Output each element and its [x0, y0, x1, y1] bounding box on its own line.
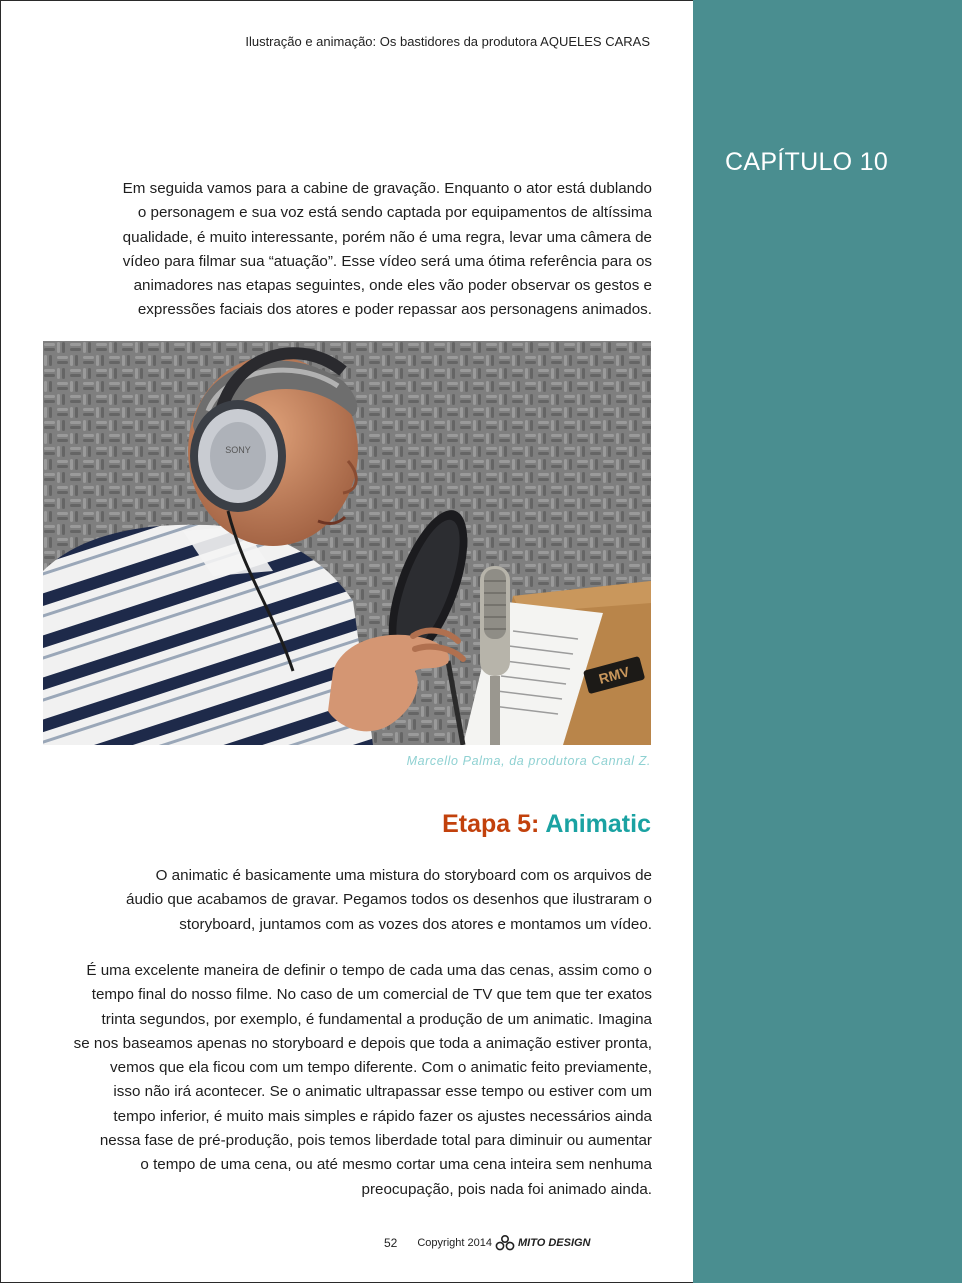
- section-heading: [442, 810, 651, 839]
- paragraph-line: expressões faciais dos atores e poder repassar aos personagens animados.: [137, 301, 652, 319]
- chapter-sidebar: [693, 0, 962, 1283]
- paragraph-line: áudio que acabamos de gravar. Pegamos todos os desenhos que ilustraram o: [126, 891, 652, 909]
- copyright-text: Copyright 2014: [417, 1237, 492, 1249]
- running-header: Ilustração e animação: Os bastidores da produtora AQUELES CARAS: [245, 34, 650, 49]
- recording-booth-photo: [43, 341, 651, 745]
- svg-text:RMV: RMV: [597, 663, 632, 687]
- paragraph-line: tempo final do nosso filme. No caso de um comercial de TV que tem que ter exatos: [91, 986, 652, 1004]
- animatic-paragraph-2: [60, 959, 652, 1202]
- mito-design-logo-icon: [494, 1235, 516, 1251]
- chapter-title: CAPÍTULO 10: [725, 148, 889, 176]
- section-step-label: Etapa 5:: [442, 810, 540, 838]
- brand-name: MITO DESIGN: [517, 1237, 591, 1249]
- paragraph-line: isso não irá acontecer. Se o animatic ultrapassar esse tempo ou estiver com um: [113, 1083, 652, 1101]
- paragraph-line: nessa fase de pré-produção, pois temos liberdade total para diminuir ou aumentar: [99, 1132, 652, 1150]
- paragraph-line: preocupação, pois nada foi animado ainda.: [361, 1180, 652, 1198]
- animatic-paragraph-1: [95, 864, 652, 937]
- paragraph-line: se nos baseamos apenas no storyboard e depois que toda a animação estiver pronta,: [73, 1034, 652, 1052]
- paragraph-line: trinta segundos, por exemplo, é fundamental a produção de um animatic. Imagina: [101, 1010, 652, 1028]
- page-number: 52: [384, 1236, 398, 1250]
- paragraph-line: O animatic é basicamente uma mistura do storyboard com os arquivos de: [155, 867, 652, 884]
- photo-caption: Marcello Palma, da produtora Cannal Z.: [406, 754, 651, 768]
- intro-paragraph: [95, 177, 652, 323]
- svg-text:SONY: SONY: [225, 445, 251, 455]
- paragraph-line: Em seguida vamos para a cabine de gravação. Enquanto o ator está dublando: [122, 180, 652, 197]
- paragraph-line: storyboard, juntamos com as vozes dos atores e montamos um vídeo.: [179, 915, 652, 933]
- paragraph-line: É uma excelente maneira de definir o tempo de cada uma das cenas, assim como o: [86, 962, 652, 979]
- paragraph-line: o personagem e sua voz está sendo captada por equipamentos de altíssima: [137, 204, 652, 222]
- page-footer: [384, 1235, 591, 1251]
- section-step-name: Animatic: [545, 810, 651, 838]
- paragraph-line: vídeo para filmar sua “atuação”. Esse vídeo será uma ótima referência para os: [122, 252, 652, 270]
- paragraph-line: vemos que ela ficou com um tempo diferente. Com o animatic feito previamente,: [110, 1059, 652, 1077]
- paragraph-line: tempo inferior, é muito mais simples e rápido fazer os ajustes necessários ainda: [113, 1107, 652, 1125]
- paragraph-line: animadores nas etapas seguintes, onde eles vão poder observar os gestos e: [133, 277, 652, 295]
- paragraph-line: o tempo de uma cena, ou até mesmo cortar uma cena inteira sem nenhuma: [140, 1156, 652, 1174]
- paragraph-line: qualidade, é muito interessante, porém não é uma regra, levar uma câmera de: [122, 228, 652, 246]
